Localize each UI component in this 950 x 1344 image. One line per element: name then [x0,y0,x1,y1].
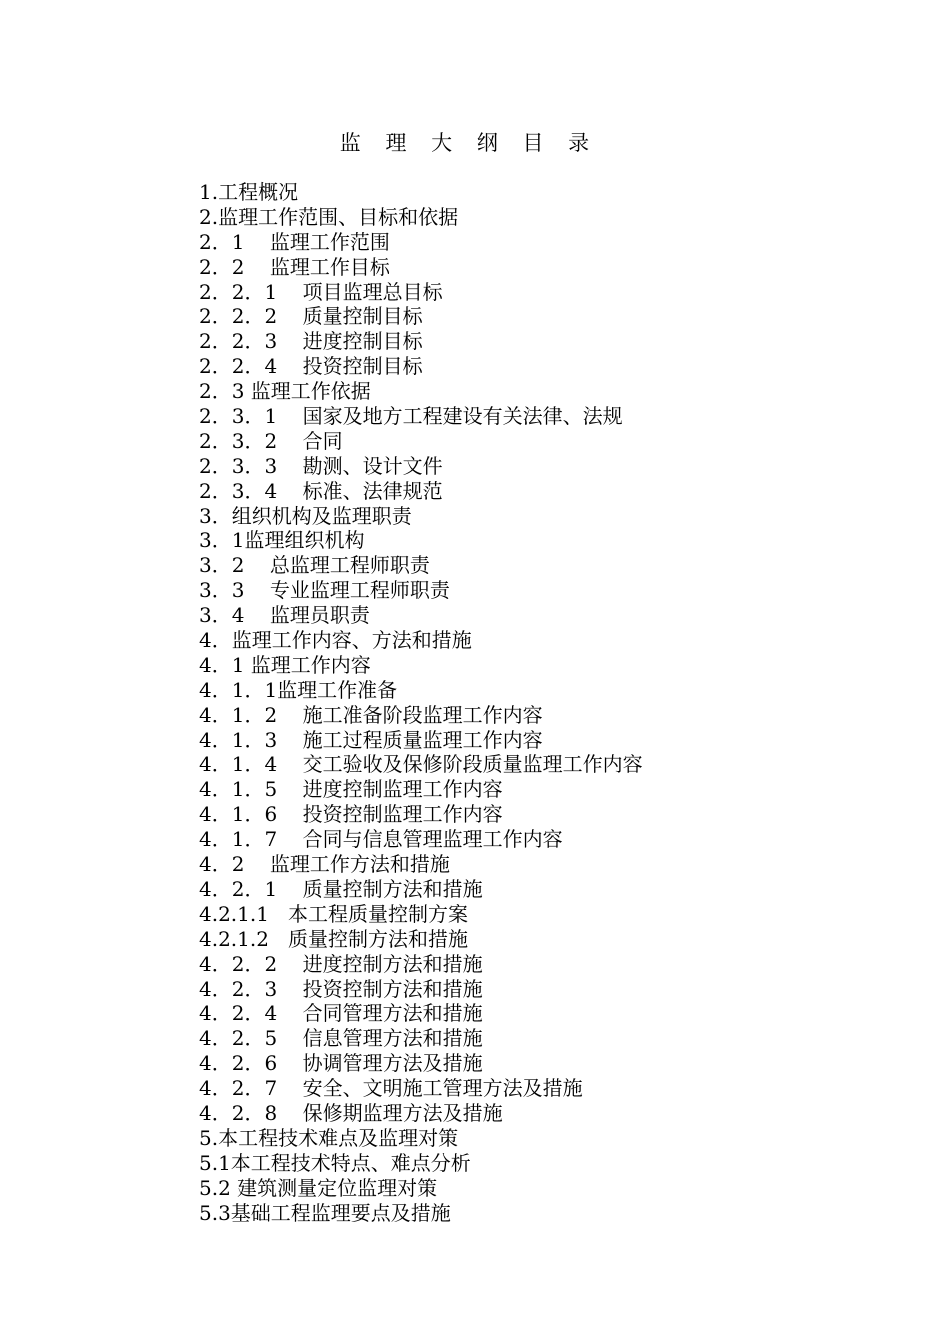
toc-entry: 2．2．2 质量控制目标 [199,304,423,329]
toc-entry: 4．1．7 合同与信息管理监理工作内容 [199,827,563,852]
toc-entry: 4．2．4 合同管理方法和措施 [199,1001,483,1026]
toc-entry: 4．2．8 保修期监理方法及措施 [199,1100,503,1125]
toc-entry: 2．3．3 勘测、设计文件 [199,453,443,478]
toc-entry: 5.1本工程技术特点、难点分析 [199,1150,471,1175]
toc-entry: 2．2．4 投资控制目标 [199,354,423,379]
toc-entry: 5.3基础工程监理要点及措施 [199,1200,451,1225]
document-title: 监 理 大 纲 目 录 [339,131,599,155]
toc-entry: 5.本工程技术难点及监理对策 [199,1125,459,1150]
toc-entry: 4.2.1.1 本工程质量控制方案 [199,901,469,926]
toc-entry: 4．1．5 进度控制监理工作内容 [199,777,503,802]
toc-entry: 3．2 总监理工程师职责 [199,553,430,578]
toc-entry: 4．1．1监理工作准备 [199,677,398,702]
toc-entry: 4．监理工作内容、方法和措施 [199,628,472,653]
toc-entry: 1.工程概况 [199,180,299,204]
toc-entry: 4．1．6 投资控制监理工作内容 [199,802,503,827]
toc-entry: 2．3 监理工作依据 [199,379,371,404]
toc-entry: 2．1 监理工作范围 [199,229,390,254]
toc-entry: 4．2．2 进度控制方法和措施 [199,951,483,976]
toc-entry: 4．2．7 安全、文明施工管理方法及措施 [199,1076,583,1101]
toc-entry: 2．2．1 项目监理总目标 [199,279,443,304]
toc-entry: 2.监理工作范围、目标和依据 [199,204,459,229]
toc-entry: 4．2．1 质量控制方法和措施 [199,876,483,901]
toc-entry: 4．1．4 交工验收及保修阶段质量监理工作内容 [199,752,643,777]
toc-entry: 4．2．5 信息管理方法和措施 [199,1026,483,1051]
toc-entry: 4．1．2 施工准备阶段监理工作内容 [199,702,543,727]
toc-entry: 2．3．2 合同 [199,428,343,453]
toc-entry: 4.2.1.2 质量控制方法和措施 [199,926,469,951]
toc-entry: 4．1．3 施工过程质量监理工作内容 [199,727,543,752]
toc-entry: 4．2 监理工作方法和措施 [199,852,450,877]
toc-entry: 2．3．1 国家及地方工程建设有关法律、法规 [199,404,623,429]
toc-entry: 4．1 监理工作内容 [199,652,371,677]
toc-entry: 4．2．3 投资控制方法和措施 [199,976,483,1001]
table-of-contents [199,180,919,1225]
toc-entry: 2．3．4 标准、法律规范 [199,478,443,503]
toc-entry: 3．4 监理员职责 [199,603,370,628]
toc-entry: 4．2．6 协调管理方法及措施 [199,1051,483,1076]
toc-entry: 3．3 专业监理工程师职责 [199,578,450,603]
toc-entry: 2．2．3 进度控制目标 [199,329,423,354]
toc-entry: 2．2 监理工作目标 [199,254,390,279]
toc-entry: 3．组织机构及监理职责 [199,503,412,528]
toc-entry: 3．1监理组织机构 [199,528,365,553]
toc-entry: 5.2 建筑测量定位监理对策 [199,1175,438,1200]
